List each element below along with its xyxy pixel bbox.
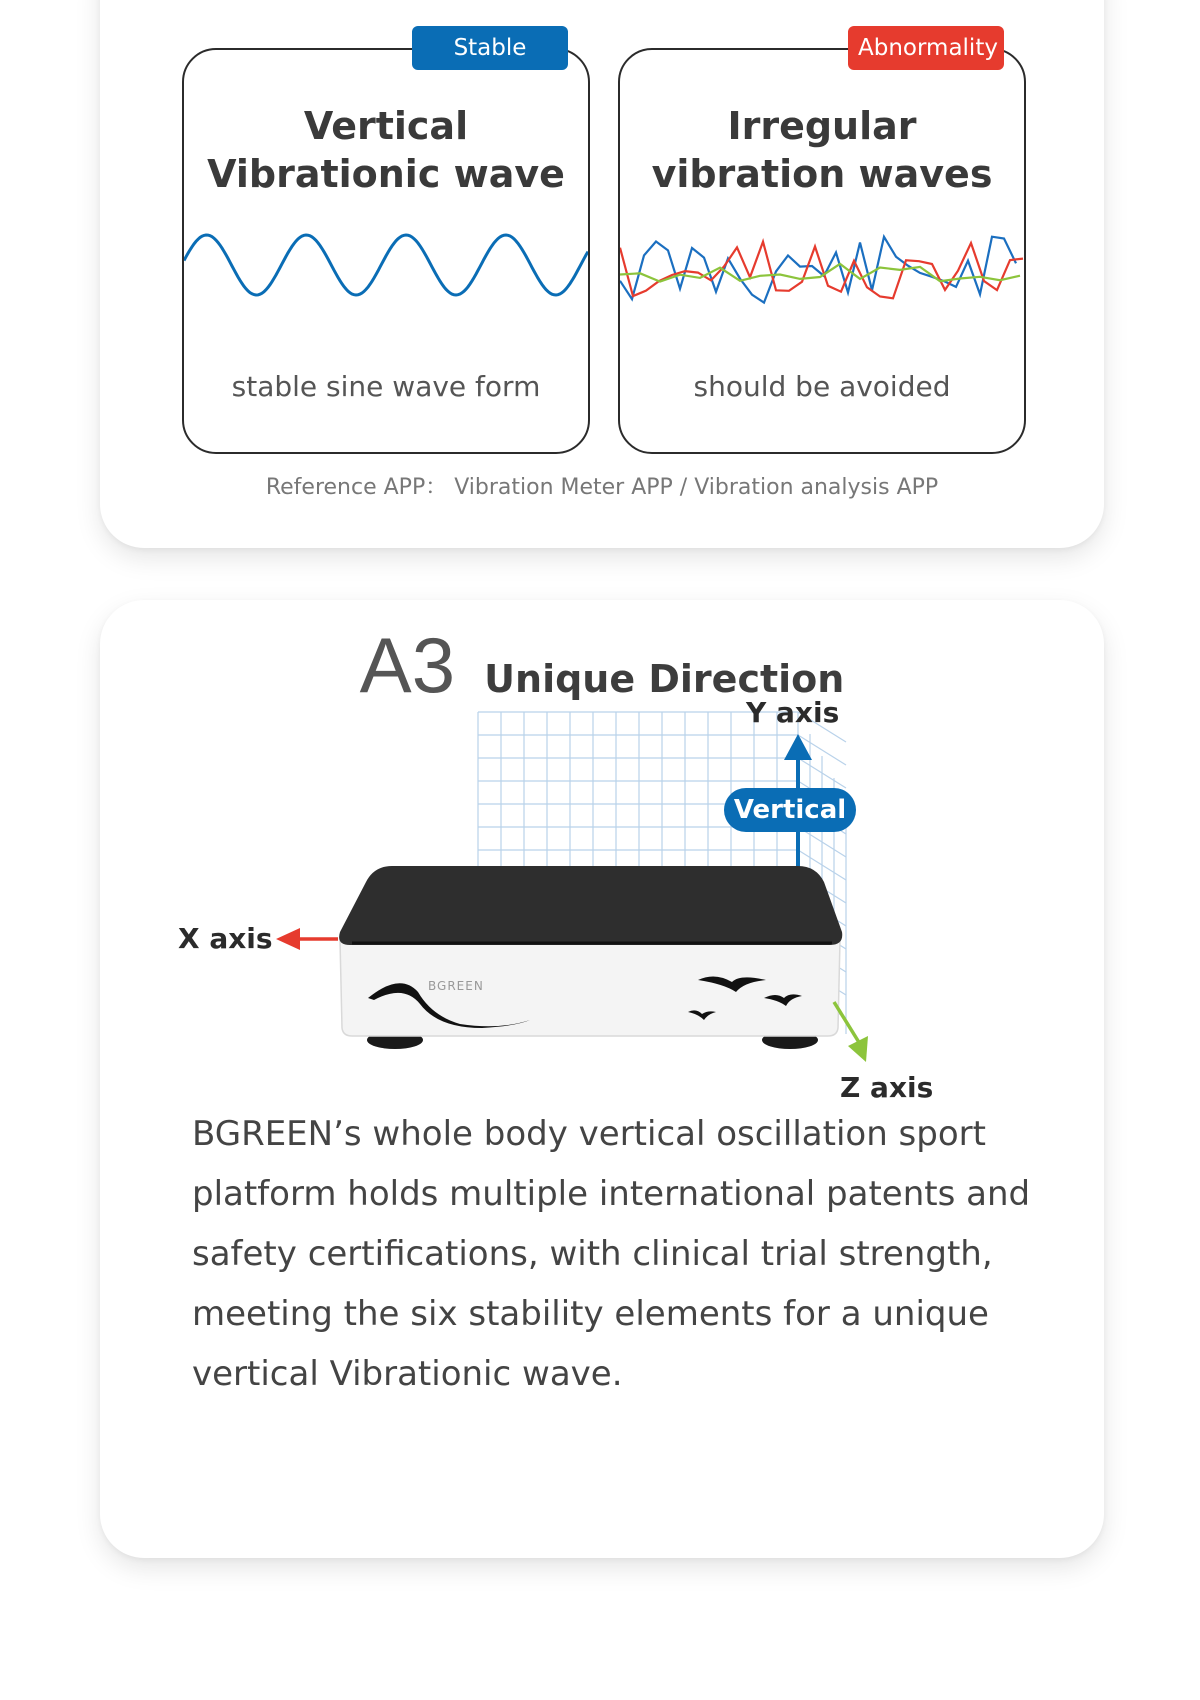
stable-badge: Stable bbox=[412, 26, 568, 70]
stable-panel-title: Vertical Vibrationic wave bbox=[207, 104, 565, 196]
y-axis-label: Y axis bbox=[746, 696, 840, 729]
z-axis-arrow bbox=[834, 1002, 868, 1062]
abnormal-panel-caption: should be avoided bbox=[693, 370, 951, 403]
x-axis-label: X axis bbox=[178, 922, 273, 955]
abnormal-panel-title: Irregular vibration waves bbox=[651, 104, 993, 196]
section-number: A3 bbox=[359, 621, 456, 709]
vibration-platform-device bbox=[339, 866, 842, 1049]
reference-app-note: Reference APP： Vibration Meter APP / Vibration analysis APP bbox=[265, 475, 939, 500]
sine-wave-graphic bbox=[184, 220, 588, 310]
stable-panel-caption: stable sine wave form bbox=[231, 370, 541, 403]
z-axis-label: Z axis bbox=[840, 1071, 934, 1104]
section-title: Unique Direction bbox=[484, 657, 845, 701]
wave-comparison-card bbox=[100, 0, 1104, 548]
stable-wave-panel bbox=[182, 35, 590, 454]
abnormality-badge: Abnormality bbox=[848, 26, 1004, 70]
x-axis-arrow bbox=[276, 928, 338, 950]
brand-mark: BGREEN bbox=[428, 979, 484, 993]
axis-diagram bbox=[100, 600, 1104, 1120]
abnormal-wave-panel bbox=[618, 35, 1026, 454]
vertical-label-pill bbox=[724, 788, 856, 832]
irregular-waves-graphic bbox=[620, 220, 1024, 320]
a3-description: BGREEN’s whole body vertical oscillation sport platform holds multiple international patents and safety certifications, with clinical trial strength, meeting the six stability elements for a unique vertical Vibrationic wave. bbox=[192, 1114, 1031, 1394]
a3-card bbox=[100, 600, 1104, 1558]
vertical-label: Vertical bbox=[733, 795, 847, 825]
